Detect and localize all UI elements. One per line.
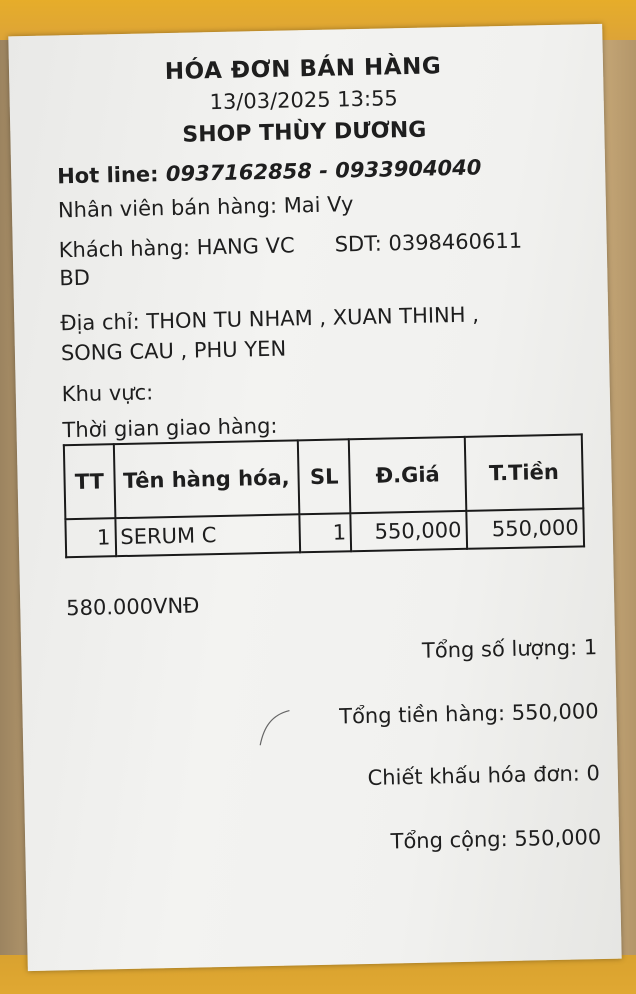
summary-block <box>67 635 601 860</box>
customer-phone: SDT: 0398460611 <box>334 228 523 257</box>
pen-mark <box>257 706 298 747</box>
customer-address: Địa chỉ: THON TU NHAM , XUAN THINH , SONG CAU , PHU YEN <box>60 302 480 366</box>
handwritten-note: 580.000VNĐ <box>66 593 200 621</box>
row-sl: 1 <box>299 513 351 552</box>
header-price: Đ.Giá <box>349 437 466 513</box>
customer-row <box>58 225 589 292</box>
discount: Chiết khấu hóa đơn: 0 <box>367 761 601 790</box>
items-table-header <box>64 434 583 519</box>
row-name: SERUM C <box>115 514 300 556</box>
hotline-numbers: 0937162858 - 0933904040 <box>165 155 482 187</box>
header-tt: TT <box>64 444 115 519</box>
header-total: T.Tiền <box>464 434 583 510</box>
receipt-title: HÓA ĐƠN BÁN HÀNG <box>164 53 442 86</box>
header-sl: SL <box>298 439 351 514</box>
region-label: Khu vực: <box>61 380 154 407</box>
subtotal: Tổng tiền hàng: 550,000 <box>338 699 599 729</box>
row-price: 550,000 <box>351 511 467 551</box>
header-name: Tên hàng hóa, <box>113 440 299 518</box>
row-total: 550,000 <box>466 508 584 548</box>
shop-name: SHOP THÙY DƯƠNG <box>182 117 427 148</box>
delivery-time-label: Thời gian giao hàng: <box>62 413 278 443</box>
receipt-paper <box>8 24 621 971</box>
receipt-datetime: 13/03/2025 13:55 <box>209 86 399 115</box>
grand-total: Tổng cộng: 550,000 <box>390 825 602 854</box>
items-table <box>63 433 585 558</box>
total-quantity: Tổng số lượng: 1 <box>421 635 598 663</box>
hotline-label: Hot line: <box>56 162 159 189</box>
receipt-content <box>55 46 602 860</box>
row-tt: 1 <box>65 518 115 557</box>
staff-name: Nhân viên bán hàng: Mai Vy <box>57 192 354 223</box>
customer-name: Khách hàng: HANG VC BD <box>58 233 295 291</box>
hotline <box>57 153 587 188</box>
